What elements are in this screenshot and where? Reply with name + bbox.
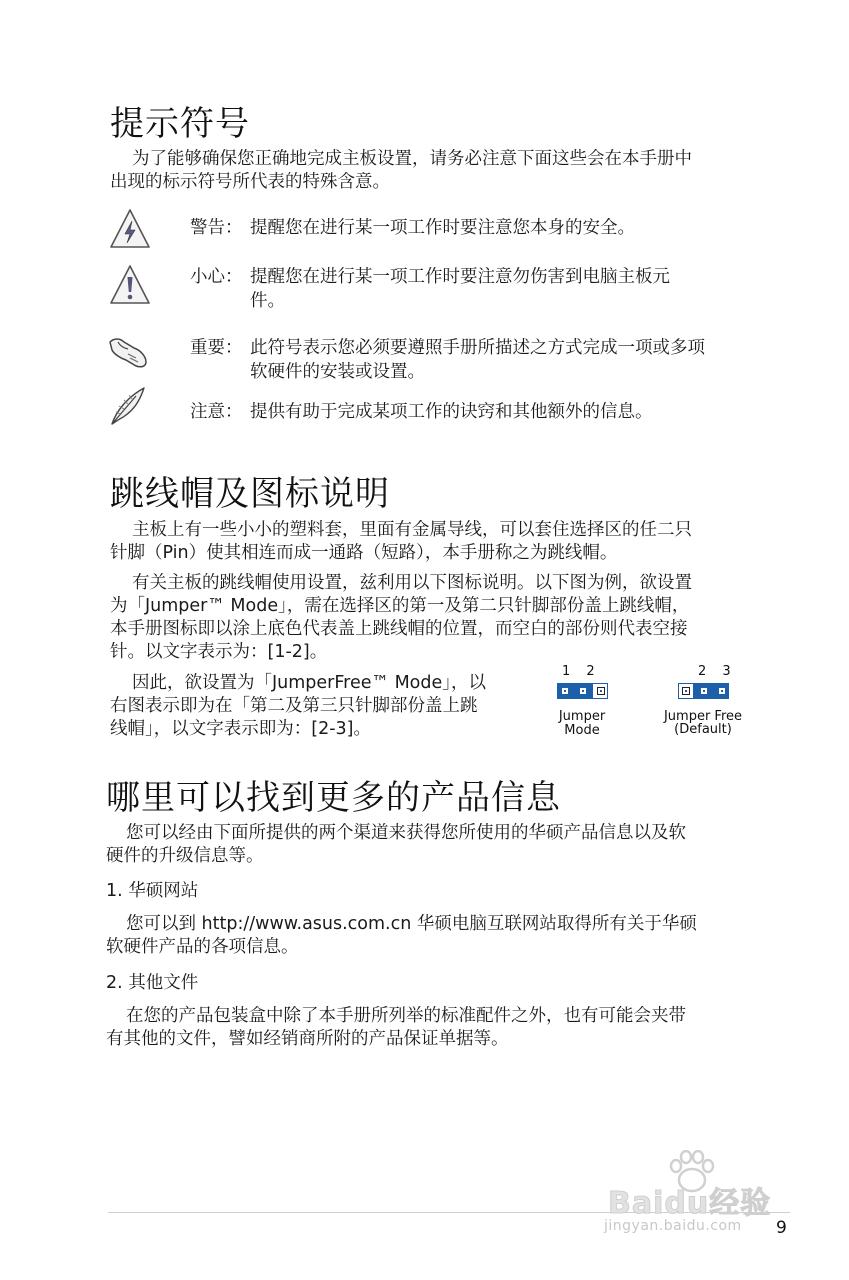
baidu-watermark xyxy=(600,1150,800,1240)
note-label: 注意： xyxy=(190,402,243,422)
other-docs-heading: 2. 其他文件 xyxy=(106,973,199,993)
asus-website-line2: 软硬件产品的各项信息。 xyxy=(106,937,299,957)
pin-2 xyxy=(579,687,587,695)
jumper-free-pin-numbers: 2 3 xyxy=(698,664,737,679)
other-docs-line2: 有其他的文件，譬如经销商所附的产品保证单据等。 xyxy=(106,1029,509,1049)
warning-label: 警告： xyxy=(190,218,243,238)
important-label: 重要： xyxy=(190,338,243,358)
jumper-p3-line3: 线帽」，以文字表示即为：[2-3]。 xyxy=(110,719,371,739)
jumper-p1-line1: 主板上有一些小小的塑料套，里面有金属导线，可以套住选择区的任二只 xyxy=(132,520,692,540)
jumper-mode-header xyxy=(557,683,608,699)
jumper-p2-line4: 针。以文字表示为：[1-2]。 xyxy=(110,642,328,662)
important-hand-icon xyxy=(106,330,150,374)
symbols-intro-line1: 为了能够确保您正确地完成主板设置，请务必注意下面这些会在本手册中 xyxy=(132,149,692,169)
warning-text: 提醒您在进行某一项工作时要注意您本身的安全。 xyxy=(250,218,635,238)
section-title-jumpers: 跳线帽及图标说明 xyxy=(110,474,390,514)
asus-website-line1: 您可以到 http://www.asus.com.cn 华硕电脑互联网站取得所有关于华硕 xyxy=(126,914,697,934)
asus-website-heading: 1. 华硕网站 xyxy=(106,881,199,901)
pin-2 xyxy=(700,687,708,695)
caution-exclamation-icon xyxy=(108,263,152,307)
symbols-intro-line2: 出现的标示符号所代表的特殊含意。 xyxy=(110,172,390,192)
watermark-brand: Baidu经验 xyxy=(608,1186,772,1221)
pin-1 xyxy=(561,687,569,695)
note-text: 提供有助于完成某项工作的诀窍和其他额外的信息。 xyxy=(250,402,653,422)
other-docs-line1: 在您的产品包装盒中除了本手册所列举的标准配件之外，也有可能会夹带 xyxy=(126,1006,686,1026)
jumper-p2-line2: 为「Jumper™ Mode」，需在选择区的第一及第二只针脚部份盖上跳线帽， xyxy=(110,596,690,616)
pin-3 xyxy=(718,687,726,695)
jumper-p3-line2: 右图表示即为在「第二及第三只针脚部份盖上跳 xyxy=(110,696,478,716)
jumper-mode-caption: Jumper Mode xyxy=(558,709,606,738)
important-text-line2: 软硬件的安装或设置。 xyxy=(250,362,425,382)
pin-1 xyxy=(682,687,690,695)
jumper-p3-line1: 因此，欲设置为「JumperFree™ Mode」，以 xyxy=(132,673,486,693)
caution-text-line1: 提醒您在进行某一项工作时要注意勿伤害到电脑主板元 xyxy=(250,267,670,287)
more-info-intro-line1: 您可以经由下面所提供的两个渠道来获得您所使用的华硕产品信息以及软 xyxy=(126,823,686,843)
jumper-mode-pin-numbers: 1 2 xyxy=(562,664,601,679)
jumper-p2-line3: 本手册图标即以涂上底色代表盖上跳线帽的位置，而空白的部份则代表空接 xyxy=(110,619,688,639)
jumper-free-default: (Default) xyxy=(674,722,732,737)
page-number: 9 xyxy=(776,1218,787,1238)
section-title-more-info: 哪里可以找到更多的产品信息 xyxy=(106,778,561,818)
caution-text-line2: 件。 xyxy=(250,291,285,311)
section-title-symbols: 提示符号 xyxy=(110,104,250,144)
jumper-free-diagram xyxy=(658,664,758,744)
note-feather-icon xyxy=(106,384,150,428)
jumper-p1-line2: 针脚（Pin）使其相连而成一通路（短路），本手册称之为跳线帽。 xyxy=(110,543,618,563)
important-text-line1: 此符号表示您必须要遵照手册所描述之方式完成一项或多项 xyxy=(250,338,705,358)
pin-3 xyxy=(597,687,605,695)
jumper-free-caption: Jumper Free xyxy=(663,709,743,724)
jumper-p2-line1: 有关主板的跳线帽使用设置，兹利用以下图标说明。以下图为例，欲设置 xyxy=(132,573,692,593)
jumper-free-header xyxy=(678,683,729,699)
warning-lightning-icon xyxy=(108,207,152,251)
caution-label: 小心： xyxy=(190,267,243,287)
more-info-intro-line2: 硬件的升级信息等。 xyxy=(106,846,264,866)
watermark-url: jingyan.baidu.com xyxy=(604,1218,742,1234)
jumper-mode-diagram xyxy=(540,664,640,738)
